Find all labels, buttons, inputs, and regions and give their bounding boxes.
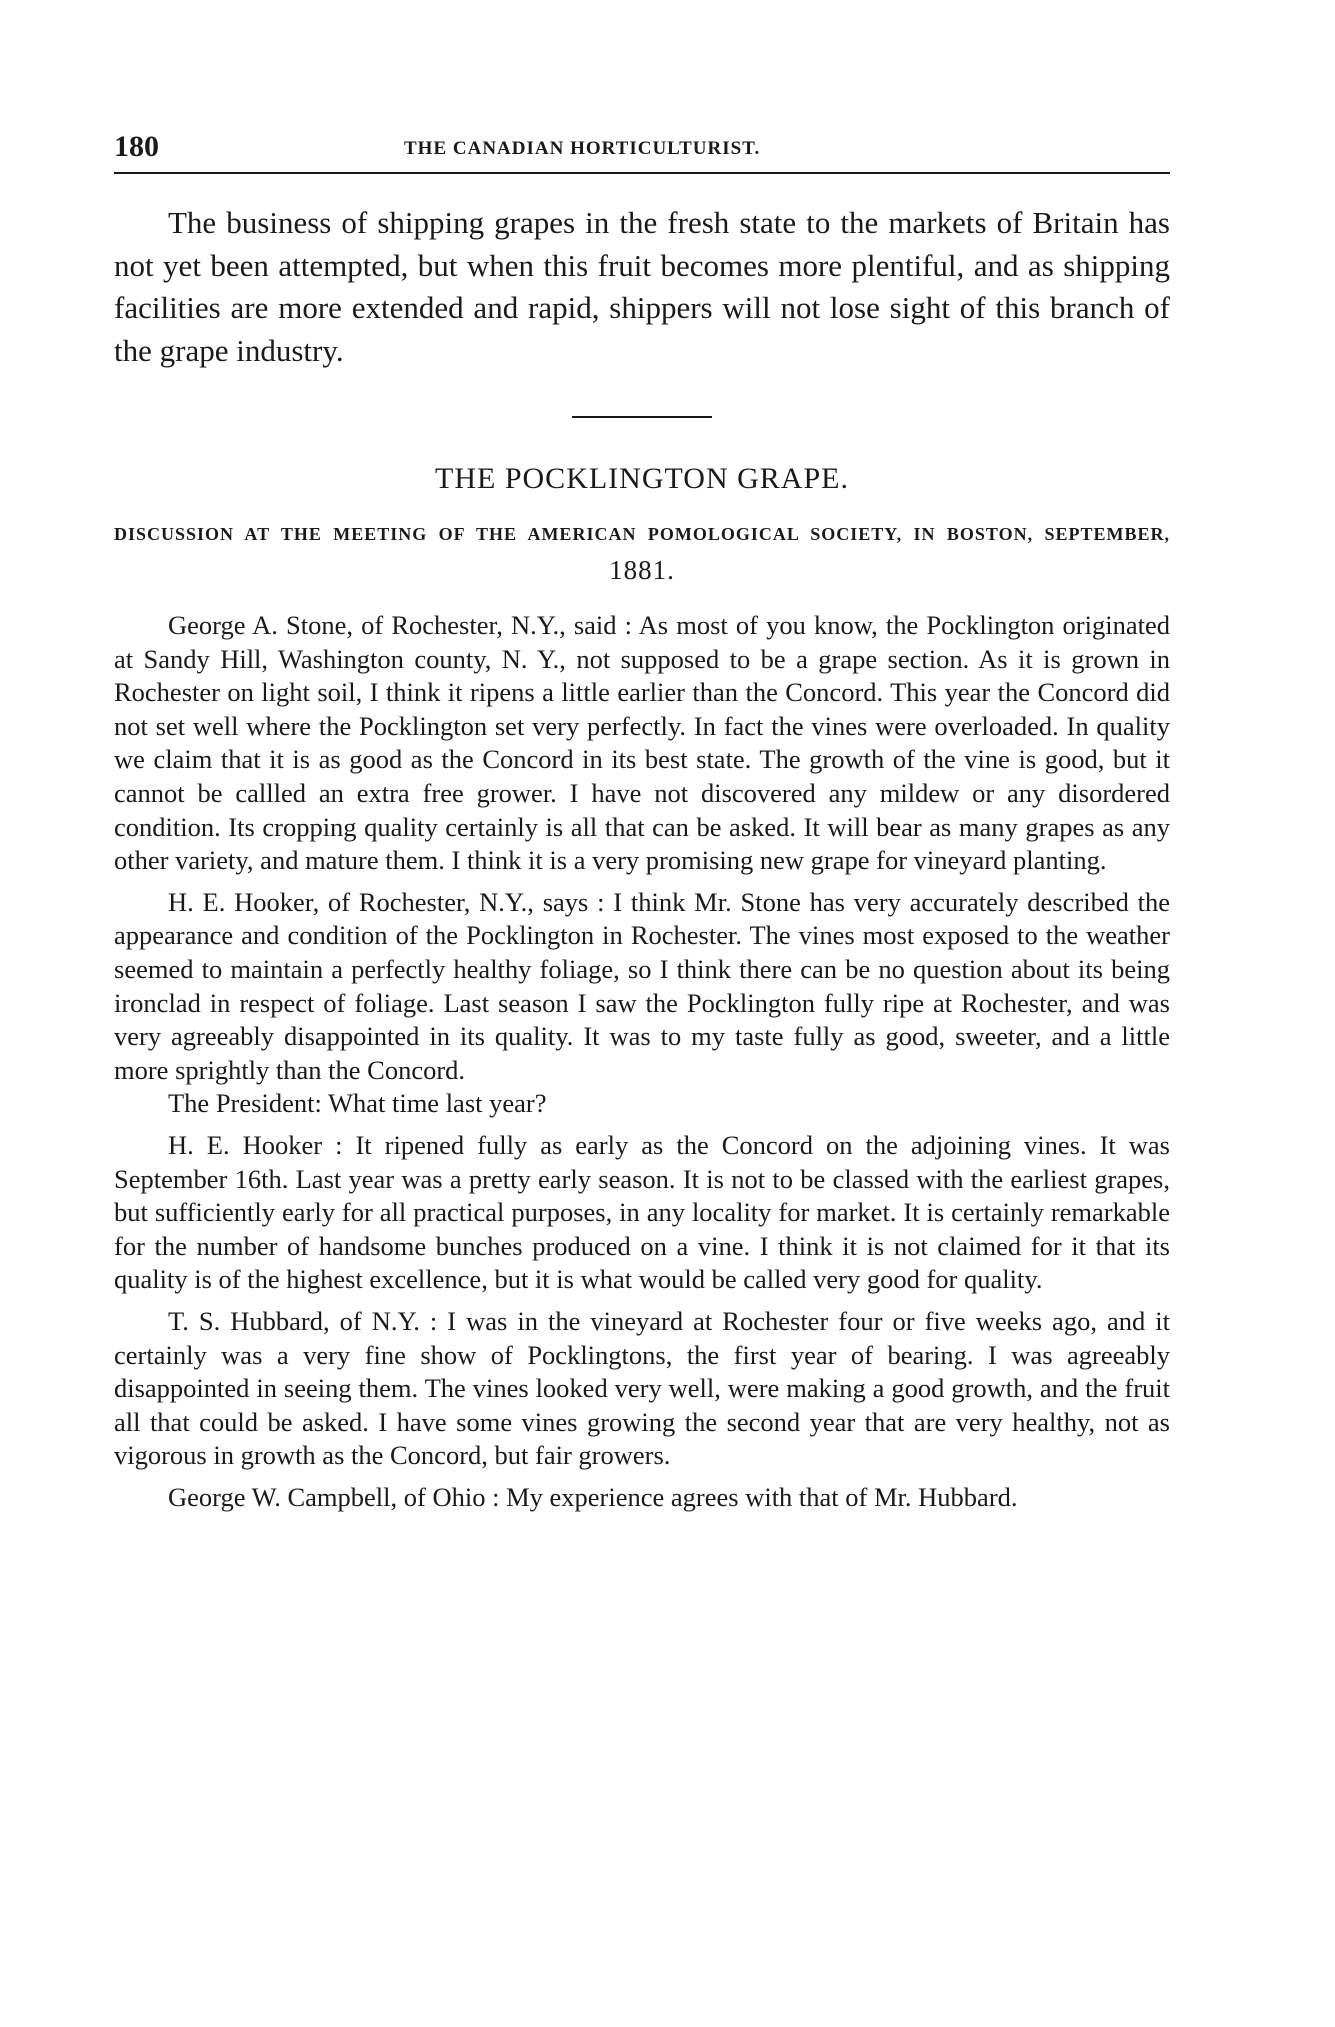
article-body (114, 609, 1170, 1514)
paragraph-hubbard: T. S. Hubbard, of N.Y. : I was in the vineyard at Rochester four or five weeks ago, and it certainly was a very fine show of Pocklingtons, the first year of bearing. I was agreeably disappointed in seeing them. The vines looked very well, were making a good growth, and the fruit all that could be asked. I have some vines growing the second year that are very healthy, not as vigorous in growth as the Concord, but fair growers. (114, 1305, 1170, 1471)
article-title: THE POCKLINGTON GRAPE. (435, 462, 849, 495)
page-number: 180 (114, 130, 159, 163)
paragraph-campbell: George W. Campbell, of Ohio : My experience agrees with that of Mr. Hubbard. (168, 1481, 1018, 1512)
article-subtitle (114, 516, 1170, 591)
subtitle-text: DISCUSSION AT THE MEETING OF THE AMERICAN POMOLOGICAL SOCIETY, IN BOSTON, SEPTEMBER, (114, 524, 1170, 545)
section-divider (572, 416, 712, 418)
journal-title: THE CANADIAN HORTICULTURIST. (404, 138, 761, 159)
running-head (114, 130, 1170, 174)
paragraph-hooker-reply: H. E. Hooker : It ripened fully as early as the Concord on the adjoining vines. It was September 16th. Last year was a pretty early season. It is not to be classed with the earliest grapes, but sufficiently early for all practical purposes, in any locality for market. It is certainly remarkable for the number of handsome bunches produced on a vine. I think it is not claimed for it that its quality is of the highest excellence, but it is what would be called very good for quality. (114, 1130, 1170, 1295)
document-page (114, 130, 1170, 1515)
paragraph-stone: George A. Stone, of Rochester, N.Y., said : As most of you know, the Pocklington originated at Sandy Hill, Washington county, N. Y., not supposed to be a grape section. As it is grown in Rochester on light soil, I think it ripens a little earlier than the Concord. This year the Concord did not set well where the Pocklington set very perfectly. In fact the vines were overloaded. In quality we claim that it is as good as the Concord in its best state. The growth of the vine is good, but it cannot be callled an extra free grower. I have not discovered any mildew or any disordered condition. Its cropping quality certainly is all that can be asked. It will bear as many grapes as any other variety, and mature them. I think it is a very promising new grape for vineyard planting. (114, 610, 1170, 876)
intro-paragraph: The business of shipping grapes in the fresh state to the markets of Britain has not yet been attempted, but when this fruit becomes more plentiful, and as shipping facilities are more extended and rapid, shippers will not lose sight of this branch of the grape industry. (114, 205, 1170, 368)
paragraph-hooker: H. E. Hooker, of Rochester, N.Y., says : I think Mr. Stone has very accurately described the appearance and condition of the Pocklington in Rochester. The vines most exposed to the weather seemed to maintain a perfectly healthy foliage, so I think there can be no question about its being ironclad in respect of foliage. Last season I saw the Pocklington fully ripe at Rochester, and was very agreeably disappointed in its quality. It was to my taste fully as good, sweeter, and a little more sprightly than the Concord. (114, 886, 1170, 1085)
subtitle-year: 1881. (609, 555, 675, 586)
paragraph-president: The President: What time last year? (168, 1088, 547, 1119)
